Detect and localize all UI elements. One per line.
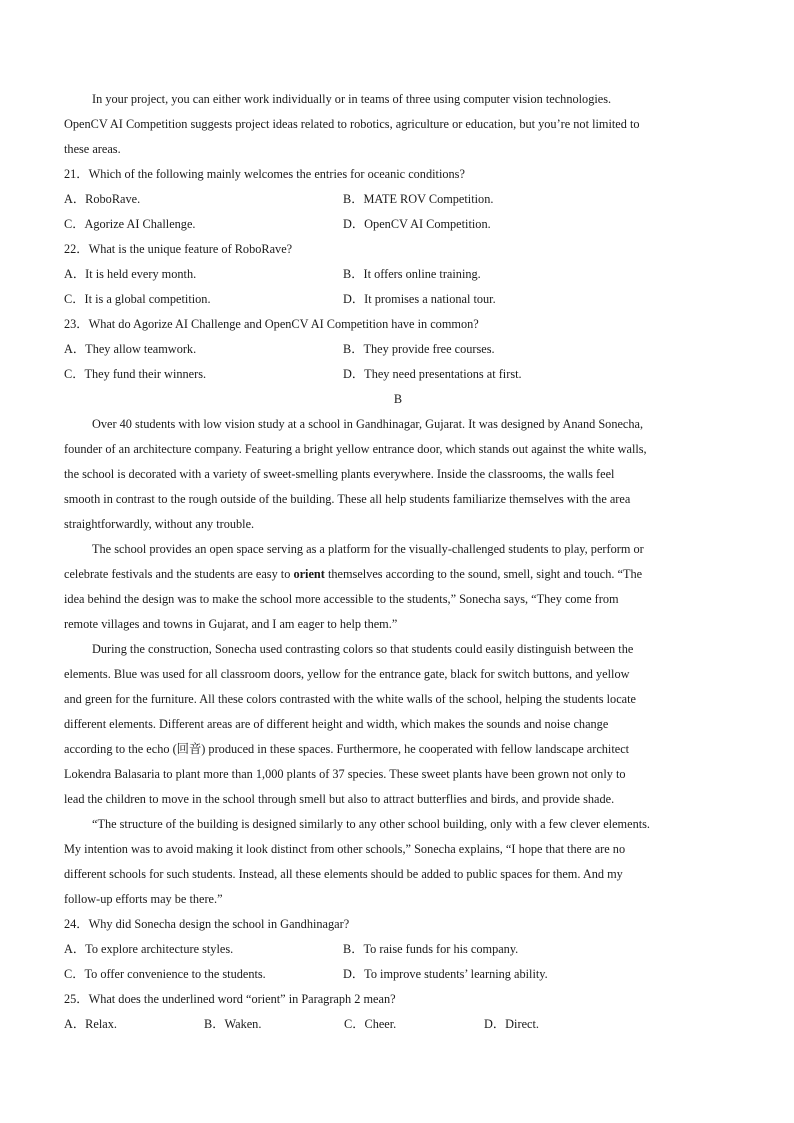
question-stem: 24．Why did Sonecha design the school in Gandhinagar? xyxy=(64,917,350,931)
options-row xyxy=(64,362,732,387)
paragraph-4 xyxy=(64,812,732,912)
option-b: B．They provide free courses. xyxy=(343,342,495,356)
option-d: D．Direct. xyxy=(484,1017,539,1031)
text-line: straightforwardly, without any trouble. xyxy=(64,517,255,531)
question-stem: 21．Which of the following mainly welcomes the entries for oceanic conditions? xyxy=(64,167,465,181)
option-a: A．They allow teamwork. xyxy=(64,342,197,356)
option-d: D．They need presentations at first. xyxy=(343,367,522,381)
text-segment: themselves according to the sound, smell, sight and touch. “The xyxy=(324,567,643,581)
paragraph-2 xyxy=(64,537,732,637)
option-c: C．It is a global competition. xyxy=(64,292,211,306)
text-line: In your project, you can either work individually or in teams of three using computer vision technologies. xyxy=(92,92,612,106)
option-d: D．OpenCV AI Competition. xyxy=(343,217,491,231)
text-line: The school provides an open space serving as a platform for the visually-challenged students to play, perform or xyxy=(92,542,644,556)
section-heading: B xyxy=(393,392,403,406)
question-stem: 22．What is the unique feature of RoboRave? xyxy=(64,242,293,256)
text-line: different elements. Different areas are of different height and width, which makes the sounds and noise change xyxy=(64,717,609,731)
intro-paragraph xyxy=(64,87,732,162)
options-row xyxy=(64,187,732,212)
options-row xyxy=(64,212,732,237)
options-row xyxy=(64,962,732,987)
question-stem: 25．What does the underlined word “orient” in Paragraph 2 mean? xyxy=(64,992,396,1006)
question-25 xyxy=(64,987,732,1037)
text-line: different schools for such students. Instead, all these elements should be added to public spaces for them. And my xyxy=(64,867,623,881)
option-a: A．It is held every month. xyxy=(64,267,197,281)
option-c: C．To offer convenience to the students. xyxy=(64,967,266,981)
exam-page xyxy=(64,87,732,1037)
options-row xyxy=(64,262,732,287)
option-a: A．To explore architecture styles. xyxy=(64,942,234,956)
text-line: Lokendra Balasaria to plant more than 1,000 plants of 37 species. These sweet plants have been grown not only to xyxy=(64,767,626,781)
text-line: these areas. xyxy=(64,142,121,156)
text-line: OpenCV AI Competition suggests project ideas related to robotics, agriculture or education, but you’re not limited to xyxy=(64,117,640,131)
question-22 xyxy=(64,237,732,312)
text-segment: celebrate festivals and the students are easy to xyxy=(64,567,294,581)
question-23 xyxy=(64,312,732,387)
text-line: follow-up efforts may be there.” xyxy=(64,892,223,906)
text-line: elements. Blue was used for all classroom doors, yellow for the entrance gate, black for switch buttons, and yellow xyxy=(64,667,630,681)
options-row xyxy=(64,337,732,362)
text-line: My intention was to avoid making it look distinct from other schools,” Sonecha explains, “I hope that there are no xyxy=(64,842,626,856)
text-line: the school is decorated with a variety of sweet-smelling plants everywhere. Inside the classrooms, the walls feel xyxy=(64,467,615,481)
question-24 xyxy=(64,912,732,987)
option-a: A．RoboRave. xyxy=(64,192,141,206)
question-stem: 23．What do Agorize AI Challenge and OpenCV AI Competition have in common? xyxy=(64,317,479,331)
options-row xyxy=(64,287,732,312)
text-line: During the construction, Sonecha used contrasting colors so that students could easily distinguish between the xyxy=(92,642,634,656)
option-d: D．To improve students’ learning ability. xyxy=(343,967,548,981)
option-b: B．MATE ROV Competition. xyxy=(343,192,494,206)
text-line xyxy=(64,562,732,587)
option-c: C．They fund their winners. xyxy=(64,367,207,381)
paragraph-1 xyxy=(64,412,732,537)
text-line: and green for the furniture. All these colors contrasted with the white walls of the school, helping the students locate xyxy=(64,692,636,706)
option-b: B．It offers online training. xyxy=(343,267,481,281)
option-c: C．Agorize AI Challenge. xyxy=(64,217,196,231)
question-21 xyxy=(64,162,732,237)
text-line: smooth in contrast to the rough outside of the building. These all help students familiarize themselves with the area xyxy=(64,492,631,506)
option-b: B．To raise funds for his company. xyxy=(343,942,519,956)
options-row xyxy=(64,1012,732,1037)
text-line: Over 40 students with low vision study at a school in Gandhinagar, Gujarat. It was designed by Anand Sonecha, xyxy=(92,417,644,431)
text-line: remote villages and towns in Gujarat, and I am eager to help them.” xyxy=(64,617,398,631)
text-line: idea behind the design was to make the school more accessible to the students,” Sonecha says, “They come from xyxy=(64,592,619,606)
option-c: C．Cheer. xyxy=(344,1017,397,1031)
text-line: “The structure of the building is designed similarly to any other school building, only with a few clever elements. xyxy=(92,817,651,831)
text-line: lead the children to move in the school through smell but also to attract butterflies and birds, and provide shade. xyxy=(64,792,615,806)
paragraph-3 xyxy=(64,637,732,812)
option-a: A．Relax. xyxy=(64,1017,117,1031)
underlined-word-orient: orient xyxy=(293,567,325,581)
text-line: according to the echo (回音) produced in these spaces. Furthermore, he cooperated with fellow landscape architect xyxy=(64,742,630,756)
option-b: B．Waken. xyxy=(204,1017,262,1031)
text-line: founder of an architecture company. Featuring a bright yellow entrance door, which stands out against the white walls, xyxy=(64,442,647,456)
option-d: D．It promises a national tour. xyxy=(343,292,496,306)
options-row xyxy=(64,937,732,962)
